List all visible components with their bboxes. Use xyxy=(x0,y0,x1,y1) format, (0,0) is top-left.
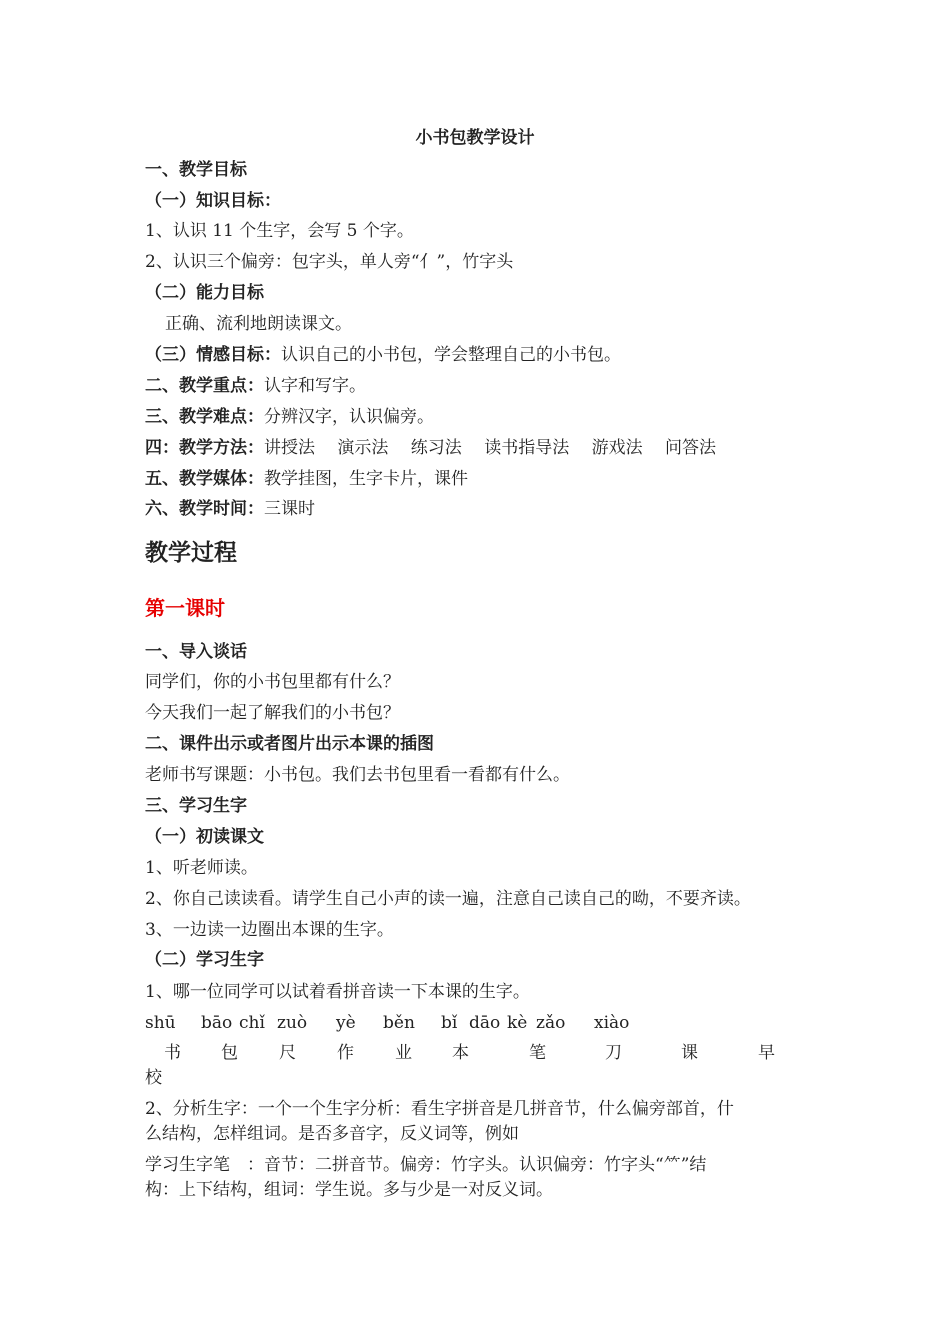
char-bi: 笔 xyxy=(529,1043,546,1063)
pinyin-question: 1、哪一位同学可以试着看拼音读一下本课的生字。 xyxy=(145,982,530,1002)
char-ke: 课 xyxy=(681,1043,698,1063)
pinyin-zao: zǎo xyxy=(536,1013,566,1033)
knowledge-item-1: 1、认识 11 个生字，会写 5 个字。 xyxy=(145,221,414,241)
char-zuo: 作 xyxy=(337,1043,354,1063)
illustration-heading: 二、课件出示或者图片出示本课的插图 xyxy=(145,734,434,754)
difficulty-text: 分辨汉字，认识偏旁。 xyxy=(264,407,434,427)
focus-row xyxy=(145,374,366,398)
first-read-heading: （一）初读课文 xyxy=(145,827,264,847)
char-xiao: 校 xyxy=(145,1068,162,1088)
focus-label: 二、教学重点： xyxy=(145,376,264,396)
methods-row xyxy=(145,436,716,460)
difficulty-label: 三、教学难点： xyxy=(145,407,264,427)
intro-line-1: 同学们，你的小书包里都有什么？ xyxy=(145,672,400,692)
example-line-2: 构：上下结构，组词：学生说。多与少是一对反义词。 xyxy=(145,1180,553,1200)
ability-heading: （二）能力目标 xyxy=(145,283,264,303)
ability-text: 正确、流利地朗读课文。 xyxy=(165,314,352,334)
pinyin-bi: bǐ xyxy=(441,1013,458,1033)
time-label: 六、教学时间： xyxy=(145,499,264,519)
pinyin-ye: yè xyxy=(336,1013,356,1033)
media-row xyxy=(145,467,468,491)
analysis-line-2: 么结构，怎样组词。是否多音字，反义词等，例如 xyxy=(145,1124,519,1144)
chars-heading: 三、学习生字 xyxy=(145,796,247,816)
pinyin-chi: chǐ xyxy=(239,1013,265,1033)
intro-line-2: 今天我们一起了解我们的小书包？ xyxy=(145,703,400,723)
emotion-text: 认识自己的小书包，学会整理自己的小书包。 xyxy=(281,345,621,365)
pinyin-dao: dāo xyxy=(469,1013,501,1033)
read-step-2: 2、你自己读读看。请学生自己小声的读一遍，注意自己读自己的呦，不要齐读。 xyxy=(145,889,751,909)
learn-chars-heading: （二）学习生字 xyxy=(145,950,264,970)
illustration-line: 老师书写课题：小书包。我们去书包里看一看都有什么。 xyxy=(145,765,570,785)
emotion-heading: （三）情感目标： xyxy=(145,345,281,365)
pinyin-shu: shū xyxy=(145,1013,176,1033)
char-ben: 本 xyxy=(452,1043,469,1063)
document-title: 小书包教学设计 xyxy=(415,128,535,148)
intro-heading: 一、导入谈话 xyxy=(145,642,247,662)
pinyin-xiao: xiào xyxy=(594,1013,630,1033)
time-row xyxy=(145,497,315,521)
pinyin-zuo: zuò xyxy=(277,1013,308,1033)
methods-label: 四：教学方法： xyxy=(145,438,264,458)
time-text: 三课时 xyxy=(264,499,315,519)
pinyin-ke: kè xyxy=(507,1013,528,1033)
process-heading: 教学过程 xyxy=(145,540,237,566)
read-step-3: 3、一边读一边圈出本课的生字。 xyxy=(145,920,394,940)
difficulty-row xyxy=(145,405,434,429)
knowledge-heading: （一）知识目标： xyxy=(145,191,281,211)
char-chi: 尺 xyxy=(279,1043,296,1063)
pinyin-ben: běn xyxy=(383,1013,415,1033)
char-zao: 早 xyxy=(758,1043,775,1063)
char-bao: 包 xyxy=(221,1043,238,1063)
media-label: 五、教学媒体： xyxy=(145,469,264,489)
read-step-1: 1、听老师读。 xyxy=(145,858,258,878)
pinyin-bao: bāo xyxy=(201,1013,233,1033)
methods-text: 讲授法 演示法 练习法 读书指导法 游戏法 问答法 xyxy=(264,438,717,458)
knowledge-item-2: 2、认识三个偏旁：包字头，单人旁“亻”，竹字头 xyxy=(145,252,514,272)
emotion-goal xyxy=(145,343,621,367)
analysis-line-1: 2、分析生字：一个一个生字分析：看生字拼音是几拼音节，什么偏旁部首，什 xyxy=(145,1099,734,1119)
char-ye: 业 xyxy=(395,1043,412,1063)
media-text: 教学挂图，生字卡片，课件 xyxy=(264,469,468,489)
goals-heading: 一、教学目标 xyxy=(145,160,247,180)
example-line-1: 学习生字笔 ：音节：二拼音节。偏旁：竹字头。认识偏旁：竹字头“⺮”结 xyxy=(145,1155,707,1175)
char-dao: 刀 xyxy=(605,1043,622,1063)
focus-text: 认字和写字。 xyxy=(264,376,366,396)
lesson1-heading: 第一课时 xyxy=(145,596,225,620)
char-shu: 书 xyxy=(164,1043,181,1063)
